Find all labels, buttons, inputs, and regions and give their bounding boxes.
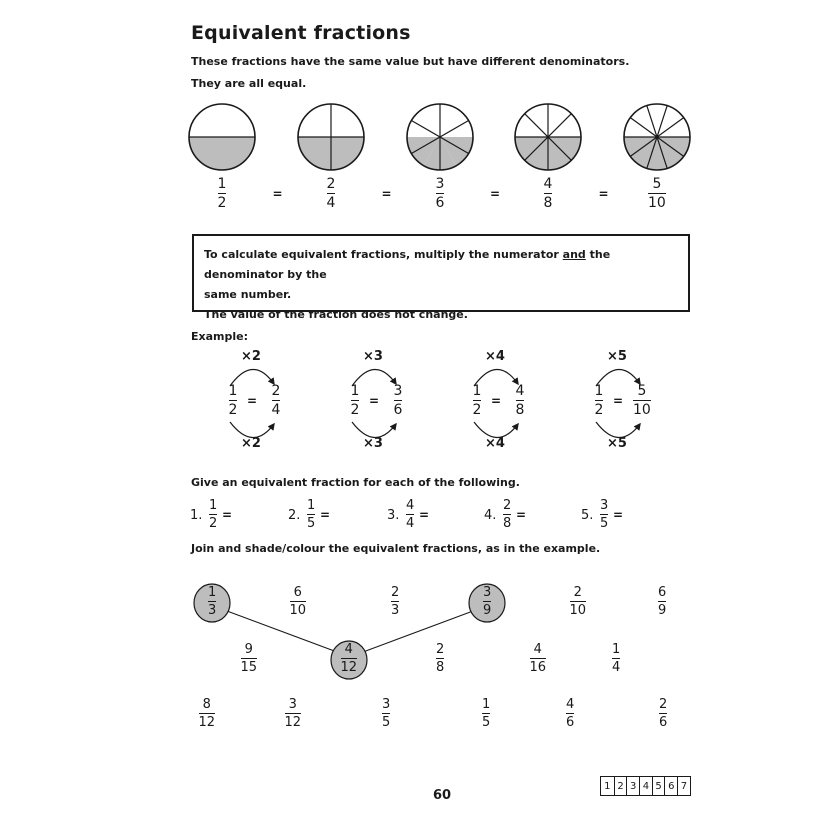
level-box: 6 [664,777,677,795]
denominator: 12 [198,715,216,730]
denominator: 9 [483,603,492,618]
join-fraction [482,698,490,729]
fraction-bar [394,400,403,401]
fraction-bar [272,400,281,401]
info-line-2: same number. [204,288,292,301]
fraction-bar [658,601,666,602]
join-fraction [290,586,307,617]
fraction-bar [351,400,360,401]
denominator: 8 [503,516,512,531]
numerator: 2 [659,697,668,712]
fraction-circle [298,104,364,170]
join-label: Join and shade/colour the equivalent fractions, as in the example. [191,542,601,555]
info-line-1: To calculate equivalent fractions, multiply the numerator and the denominator by the [204,248,611,281]
circle-fraction [544,177,553,210]
numerator: 1 [209,498,218,513]
numerator: 3 [600,498,609,513]
join-fraction [570,586,587,617]
numerator: 1 [472,383,482,399]
numerator: 2 [503,498,512,513]
level-box: 1 [604,780,611,792]
info-box [192,234,690,321]
numerator: 4 [406,498,415,513]
page-number: 60 [433,788,452,803]
numerator: 1 [228,383,238,399]
join-fraction [285,698,302,729]
exercise-fraction [307,499,315,530]
denominator: 16 [529,660,547,675]
circle-fraction [648,177,666,210]
join-fraction [382,698,390,729]
fraction-bar [327,193,336,194]
question-number: 5. [581,508,594,523]
example-label: Example: [191,330,248,343]
multiplier-top: ×2 [241,349,261,364]
equals-sign: = [272,187,283,201]
fraction-bar [544,193,553,194]
join-fraction [612,643,620,674]
level-box: 3 [626,777,639,795]
join-fraction [199,698,216,729]
denominator: 8 [436,660,445,675]
fraction-bar [600,514,608,515]
denominator: 4 [612,660,621,675]
circle-fraction [218,177,227,210]
multiplier-top: ×5 [607,349,627,364]
question-number: 1. [190,508,203,523]
equals-sign: = [369,394,380,408]
question-number: 3. [387,508,400,523]
multiplier-top: ×4 [485,349,505,364]
equals-sign: = [490,187,501,201]
equals-sign: = [247,394,258,408]
join-fraction [241,643,258,674]
numerator: 1 [594,383,604,399]
fraction-bar [436,658,444,659]
exercise-fraction [209,499,217,530]
info-line-3: The value of the fraction does not change. [204,308,468,321]
numerator: 3 [288,697,297,712]
numerator: 5 [652,176,662,192]
denominator: 4 [406,516,415,531]
denominator: 2 [209,516,218,531]
fraction-bar [595,400,604,401]
equals-sign: = [381,187,392,201]
level-box: 2 [614,777,627,795]
fraction-bar [382,713,390,714]
denominator: 6 [393,402,403,418]
denominator: 15 [240,660,258,675]
fraction-bar [633,400,651,401]
denominator: 8 [543,195,553,211]
denominator: 5 [307,516,316,531]
denominator: 2 [350,402,360,418]
exercise-fraction [406,499,414,530]
level-boxes [600,776,691,796]
numerator: 3 [382,697,391,712]
exercise-fraction [600,499,608,530]
fraction-bar [209,514,217,515]
join-fraction [530,643,547,674]
example-fraction-right [516,384,525,417]
numerator: 8 [202,697,211,712]
circle-fraction [327,177,336,210]
numerator: 3 [393,383,403,399]
fraction-bar [199,713,216,714]
numerator: 2 [326,176,336,192]
denominator: 4 [271,402,281,418]
example-fraction-left [229,384,238,417]
fraction-bar [285,713,302,714]
fraction-bar [406,514,414,515]
numerator: 4 [543,176,553,192]
example-fraction-right [394,384,403,417]
denominator: 4 [326,195,336,211]
fraction-circle [407,104,473,170]
level-box: 4 [639,777,652,795]
denominator: 10 [648,195,666,211]
denominator: 9 [658,603,667,618]
example-fraction-left [473,384,482,417]
denominator: 6 [435,195,445,211]
equals-sign: = [613,394,624,408]
join-fraction [566,698,574,729]
denominator: 2 [228,402,238,418]
denominator: 12 [284,715,302,730]
fraction-bar [218,193,227,194]
intro-line-2: They are all equal. [191,77,307,90]
denominator: 5 [600,516,609,531]
numerator: 2 [271,383,281,399]
exercise-fraction [503,499,511,530]
fraction-bar [503,514,511,515]
equals-sign: = [320,508,331,522]
numerator: 6 [658,585,667,600]
equals-sign: = [222,508,233,522]
example-fraction-left [595,384,604,417]
fraction-bar [483,601,491,602]
question-number: 4. [484,508,497,523]
join-fraction [341,643,358,674]
fraction-bar [436,193,445,194]
denominator: 3 [208,603,217,618]
exercise-label: Give an equivalent fraction for each of the following. [191,476,520,489]
equals-sign: = [516,508,527,522]
join-fraction [658,586,666,617]
equals-sign: = [613,508,624,522]
fraction-bar [566,713,574,714]
numerator: 5 [637,383,647,399]
multiplier-bottom: ×3 [363,436,383,451]
denominator: 5 [382,715,391,730]
fraction-bar [241,658,258,659]
numerator: 3 [483,585,492,600]
denominator: 8 [515,402,525,418]
numerator: 4 [344,642,353,657]
multiplier-bottom: ×5 [607,436,627,451]
join-fraction [208,586,216,617]
fraction-bar [290,601,307,602]
fraction-bar [648,193,666,194]
multiplier-bottom: ×4 [485,436,505,451]
fraction-bar [229,400,238,401]
fraction-bar [530,658,547,659]
denominator: 2 [594,402,604,418]
numerator: 1 [350,383,360,399]
fraction-bar [391,601,399,602]
level-box: 5 [652,777,665,795]
question-number: 2. [288,508,301,523]
equals-sign: = [419,508,430,522]
numerator: 1 [307,498,316,513]
example-fraction-right [272,384,281,417]
fraction-bar [307,514,315,515]
numerator: 1 [217,176,227,192]
numerator: 4 [533,642,542,657]
numerator: 6 [293,585,302,600]
numerator: 1 [612,642,621,657]
denominator: 10 [289,603,307,618]
denominator: 12 [340,660,358,675]
join-fraction [659,698,667,729]
multiplier-bottom: ×2 [241,436,261,451]
intro-line-1: These fractions have the same value but have different denominators. [191,55,630,68]
denominator: 3 [391,603,400,618]
fraction-bar [473,400,482,401]
denominator: 2 [217,195,227,211]
fraction-bar [570,601,587,602]
example-fraction-right [633,384,651,417]
fraction-bar [659,713,667,714]
fraction-circle [189,104,255,170]
level-box: 7 [677,777,690,795]
join-fraction [436,643,444,674]
denominator: 10 [633,402,651,418]
numerator: 1 [482,697,491,712]
numerator: 4 [515,383,525,399]
numerator: 2 [391,585,400,600]
join-line [363,611,473,652]
example-fraction-left [351,384,360,417]
denominator: 5 [482,715,491,730]
circle-fraction [436,177,445,210]
numerator: 9 [244,642,253,657]
multiplier-top: ×3 [363,349,383,364]
denominator: 2 [472,402,482,418]
numerator: 2 [573,585,582,600]
join-fraction [483,586,491,617]
fraction-circle [515,104,581,170]
denominator: 10 [569,603,587,618]
fraction-circle [624,104,690,170]
numerator: 4 [566,697,575,712]
numerator: 1 [208,585,217,600]
denominator: 6 [659,715,668,730]
join-fraction [391,586,399,617]
equals-sign: = [598,187,609,201]
fraction-bar [208,601,216,602]
page-title: Equivalent fractions [191,22,411,44]
denominator: 6 [566,715,575,730]
fraction-bar [482,713,490,714]
fraction-bar [341,658,358,659]
numerator: 2 [436,642,445,657]
fraction-bar [612,658,620,659]
equals-sign: = [491,394,502,408]
numerator: 3 [435,176,445,192]
fraction-bar [516,400,525,401]
